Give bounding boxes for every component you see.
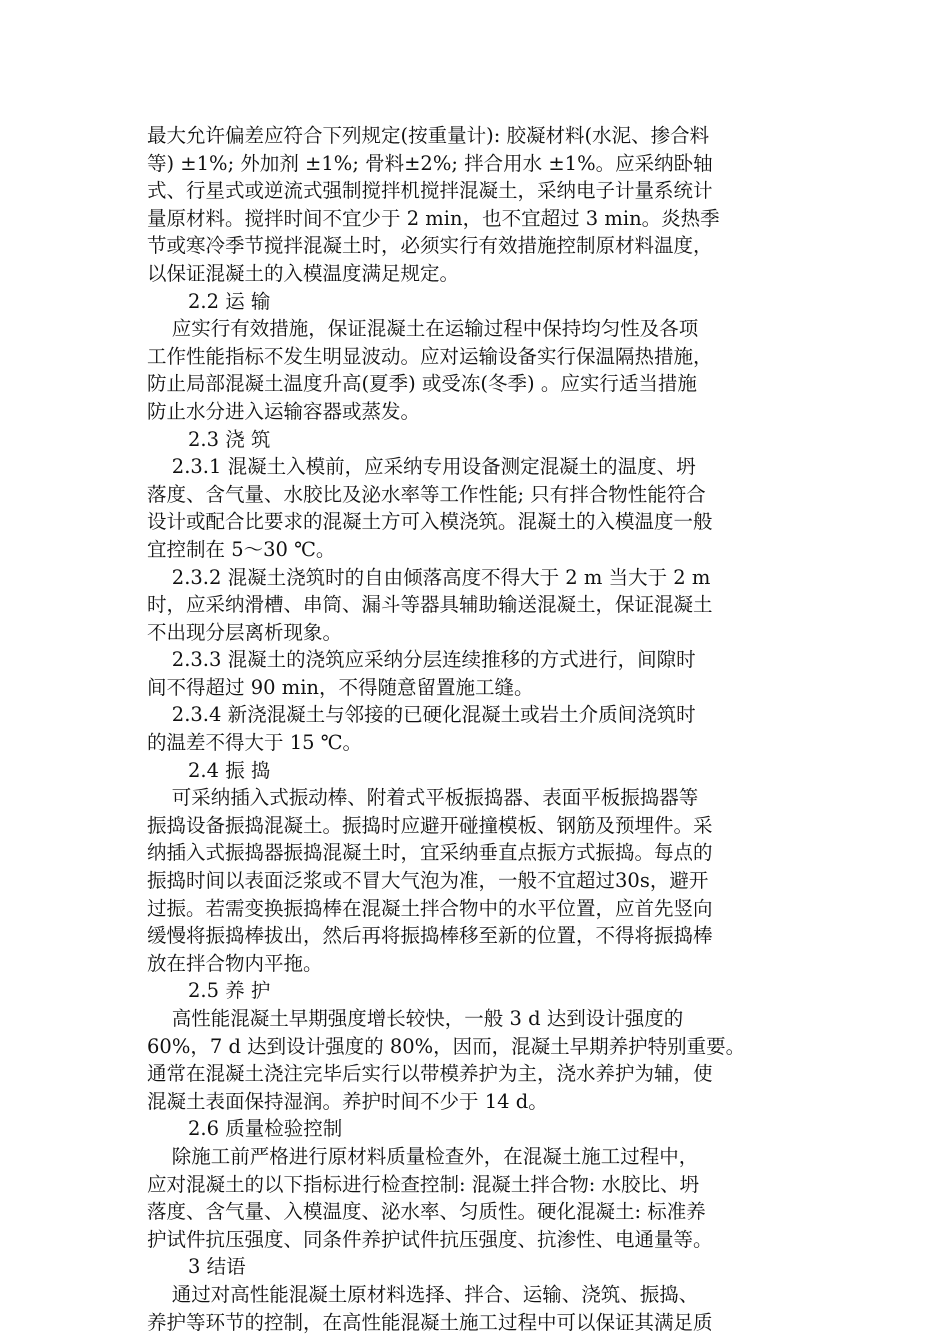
- paragraph-line: 量原材料。搅拌时间不宜少于 2 min，也不宜超过 3 min。炎热季: [147, 206, 720, 230]
- section-heading: 3 结语: [188, 1255, 246, 1279]
- paragraph-line: 2.3.3 混凝土的浇筑应采纳分层连续推移的方式进行，间隙时: [147, 648, 696, 672]
- paragraph-line: 防止水分进入运输容器或蒸发。: [147, 399, 421, 423]
- section-heading: 2.4 振 捣: [188, 758, 271, 782]
- paragraph-line: 振捣设备振捣混凝土。振捣时应避开碰撞模板、钢筋及预埋件。采: [147, 813, 713, 837]
- paragraph-line: 护试件抗压强度、同条件养护试件抗压强度、抗渗性、电通量等。: [147, 1227, 713, 1251]
- paragraph-line: 设计或配合比要求的混凝土方可入模浇筑。混凝土的入模温度一般: [147, 510, 713, 534]
- paragraph-line: 落度、含气量、水胶比及泌水率等工作性能; 只有拌合物性能符合: [147, 482, 706, 506]
- paragraph-line: 防止局部混凝土温度升高(夏季) 或受冻(冬季) 。应实行适当措施: [147, 372, 697, 396]
- paragraph-line: 混凝土表面保持湿润。养护时间不少于 14 d。: [147, 1089, 548, 1113]
- paragraph-line: 60%，7 d 达到设计强度的 80%，因而，混凝土早期养护特别重要。: [147, 1034, 746, 1058]
- paragraph-line: 等) ±1%; 外加剂 ±1%; 骨料±2%; 拌合用水 ±1%。应采纳卧轴: [147, 151, 713, 175]
- paragraph-line: 应对混凝土的以下指标进行检查控制: 混凝土拌合物: 水胶比、坍: [147, 1172, 700, 1196]
- section-heading: 2.6 质量检验控制: [188, 1117, 343, 1141]
- paragraph-line: 通过对高性能混凝土原材料选择、拌合、运输、浇筑、振捣、: [147, 1282, 699, 1306]
- section-heading: 2.3 浇 筑: [188, 427, 271, 451]
- paragraph-line: 放在拌合物内平拖。: [147, 951, 323, 975]
- paragraph-line: 除施工前严格进行原材料质量检查外，在混凝土施工过程中，: [147, 1144, 699, 1168]
- paragraph-line: 通常在混凝土浇注完毕后实行以带模养护为主，浇水养护为辅，使: [147, 1062, 713, 1086]
- paragraph-line: 的温差不得大于 15 ℃。: [147, 731, 363, 755]
- paragraph-line: 不出现分层离析现象。: [147, 620, 343, 644]
- paragraph-line: 2.3.4 新浇混凝土与邻接的已硬化混凝土或岩土介质间浇筑时: [147, 703, 696, 727]
- paragraph-line: 振捣时间以表面泛浆或不冒大气泡为准，一般不宜超过30s，避开: [147, 869, 709, 893]
- paragraph-line: 间不得超过 90 min，不得随意留置施工缝。: [147, 675, 534, 699]
- paragraph-line: 式、行星式或逆流式强制搅拌机搅拌混凝土，采纳电子计量系统计: [147, 179, 713, 203]
- paragraph-line: 节或寒冷季节搅拌混凝土时，必须实行有效措施控制原材料温度，: [147, 234, 713, 258]
- document-body: [147, 122, 812, 1336]
- paragraph-line: 应实行有效措施，保证混凝土在运输过程中保持均匀性及各项: [147, 317, 699, 341]
- paragraph-line: 2.3.2 混凝土浇筑时的自由倾落高度不得大于 2 m 当大于 2 m: [147, 565, 711, 589]
- section-heading: 2.2 运 输: [188, 289, 271, 313]
- paragraph-line: 落度、含气量、入模温度、泌水率、匀质性。硬化混凝土: 标准养: [147, 1200, 706, 1224]
- paragraph-line: 宜控制在 5～30 ℃。: [147, 537, 336, 561]
- paragraph-line: 纳插入式振捣器振捣混凝土时，宜采纳垂直点振方式振捣。每点的: [147, 841, 713, 865]
- paragraph-line: 以保证混凝土的入模温度满足规定。: [147, 261, 460, 285]
- paragraph-line: 高性能混凝土早期强度增长较快，一般 3 d 达到设计强度的: [147, 1007, 684, 1030]
- section-heading: 2.5 养 护: [188, 979, 271, 1003]
- paragraph-line: 缓慢将振捣棒拔出，然后再将振捣棒移至新的位置，不得将振捣棒: [147, 924, 713, 948]
- paragraph-line: 最大允许偏差应符合下列规定(按重量计): 胶凝材料(水泥、掺合料: [147, 124, 710, 147]
- paragraph-line: 可采纳插入式振动棒、附着式平板振捣器、表面平板振捣器等: [147, 786, 699, 810]
- paragraph-line: 2.3.1 混凝土入模前，应采纳专用设备测定混凝土的温度、坍: [147, 455, 696, 479]
- paragraph-line: 养护等环节的控制，在高性能混凝土施工过程中可以保证其满足质: [147, 1310, 713, 1334]
- paragraph-line: 时，应采纳滑槽、串筒、漏斗等器具辅助输送混凝土，保证混凝土: [147, 593, 713, 617]
- paragraph-line: 过振。若需变换振捣棒在混凝土拌合物中的水平位置，应首先竖向: [147, 896, 713, 920]
- paragraph-line: 工作性能指标不发生明显波动。应对运输设备实行保温隔热措施，: [147, 344, 713, 368]
